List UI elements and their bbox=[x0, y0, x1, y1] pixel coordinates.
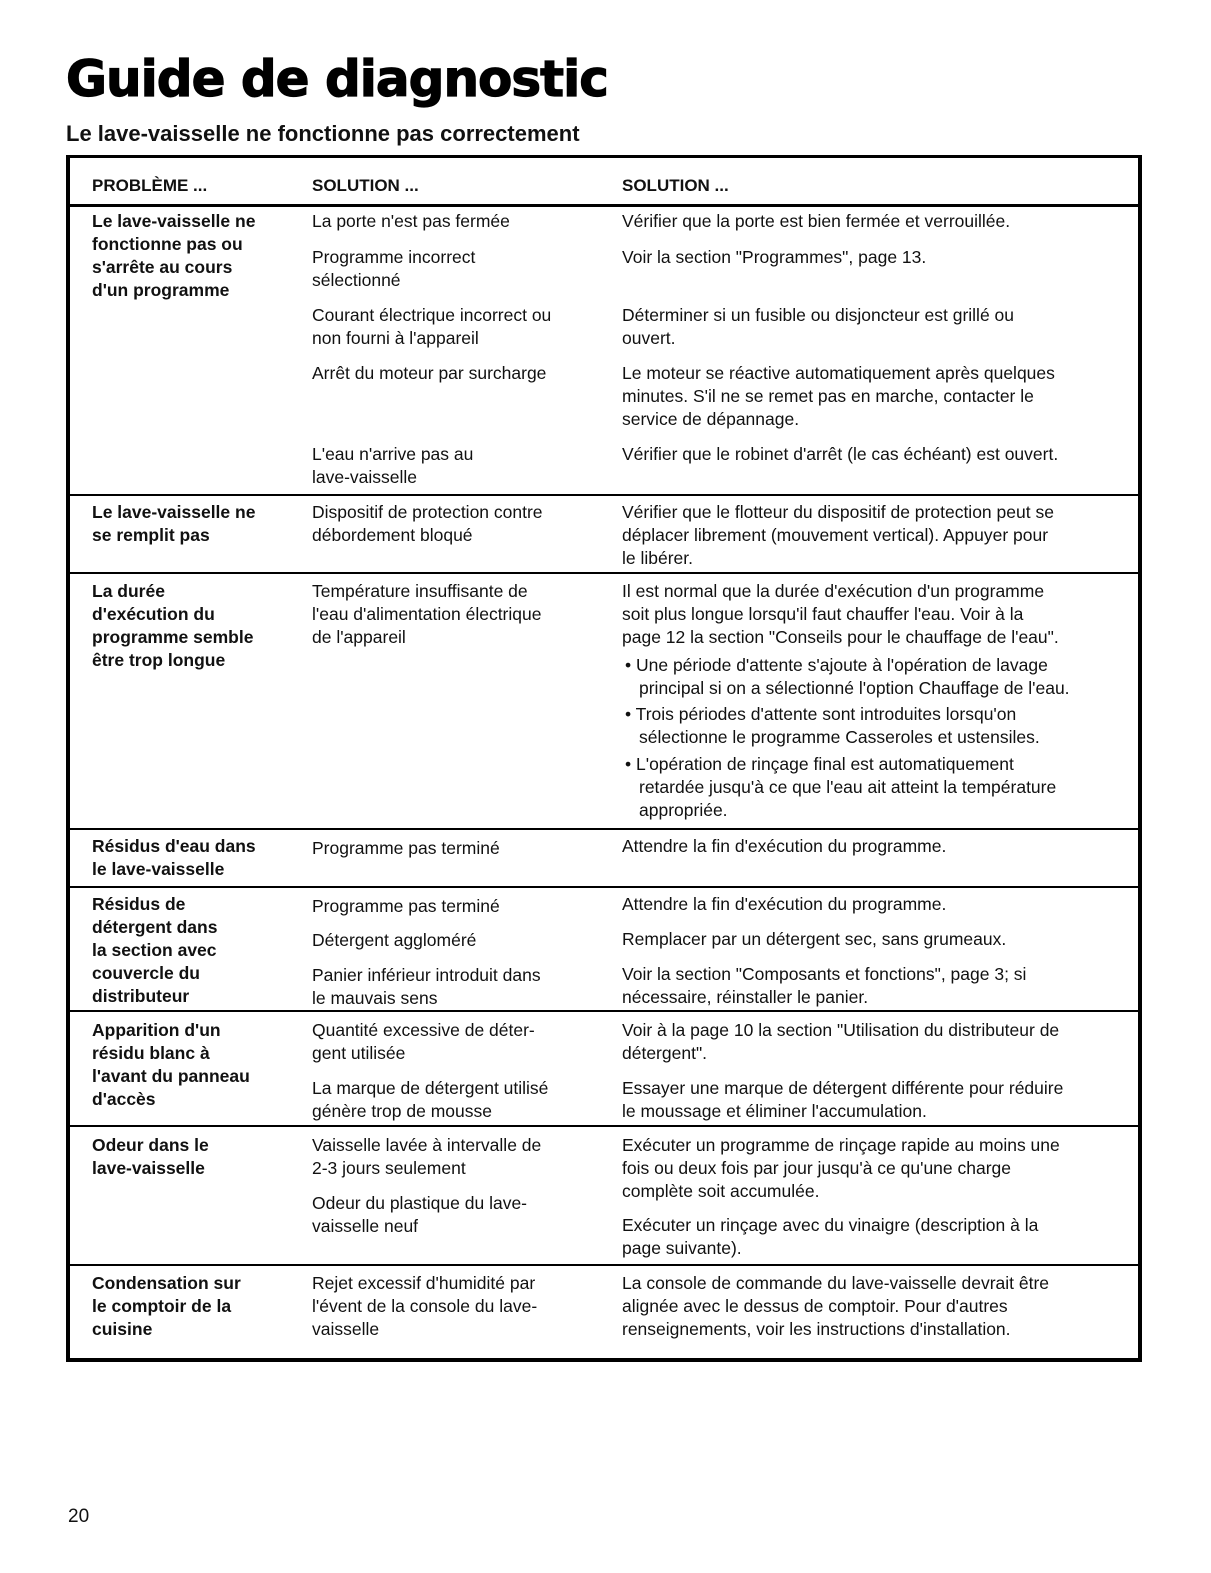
solution-text: Vérifier que le robinet d'arrêt (le cas échéant) est ouvert. bbox=[622, 444, 1059, 464]
page-number: 20 bbox=[68, 1506, 90, 1527]
problem-text: la section avec bbox=[92, 940, 217, 960]
problem-text: résidu blanc à bbox=[92, 1043, 210, 1063]
problem-text: lave-vaisselle bbox=[92, 1158, 205, 1178]
solution-text: Exécuter un programme de rinçage rapide au moins une bbox=[622, 1135, 1060, 1155]
bullet-text: principal si on a sélectionné l'option Chauffage de l'eau. bbox=[639, 678, 1070, 698]
header-solution: SOLUTION ... bbox=[622, 176, 729, 195]
cause-text: Programme pas terminé bbox=[312, 838, 500, 858]
cause-text: non fourni à l'appareil bbox=[312, 328, 479, 348]
header-divider bbox=[70, 204, 1138, 207]
cause-text: gent utilisée bbox=[312, 1043, 406, 1063]
cause-text: Vaisselle lavée à intervalle de bbox=[312, 1135, 542, 1155]
bullet-text: sélectionne le programme Casseroles et ustensiles. bbox=[639, 727, 1040, 747]
page-title: Guide de diagnostic bbox=[66, 50, 608, 108]
problem-text: Apparition d'un bbox=[92, 1020, 221, 1040]
cause-text: La marque de détergent utilisé bbox=[312, 1078, 549, 1098]
solution-text: fois ou deux fois par jour jusqu'à ce qu'une charge bbox=[622, 1158, 1012, 1178]
problem-text: Le lave-vaisselle ne bbox=[92, 211, 256, 231]
solution-text: La console de commande du lave-vaisselle devrait être bbox=[622, 1273, 1050, 1293]
row-divider bbox=[70, 886, 1138, 888]
cause-text: Odeur du plastique du lave- bbox=[312, 1193, 527, 1213]
cause-text: Quantité excessive de déter- bbox=[312, 1020, 535, 1040]
solution-text: Attendre la fin d'exécution du programme. bbox=[622, 836, 947, 856]
row-divider bbox=[70, 1010, 1138, 1012]
problem-text: Odeur dans le bbox=[92, 1135, 209, 1155]
solution-text: Déterminer si un fusible ou disjoncteur est grillé ou bbox=[622, 305, 1014, 325]
bullet-text: • Trois périodes d'attente sont introduites lorsqu'on bbox=[625, 704, 1017, 724]
problem-text: Condensation sur bbox=[92, 1273, 241, 1293]
problem-text: distributeur bbox=[92, 986, 190, 1006]
solution-text: le moussage et éliminer l'accumulation. bbox=[622, 1101, 927, 1121]
problem-text: d'un programme bbox=[92, 280, 230, 300]
header-cause: SOLUTION ... bbox=[312, 176, 419, 195]
solution-text: le libérer. bbox=[622, 548, 694, 568]
problem-text: Résidus de bbox=[92, 894, 186, 914]
solution-text: Attendre la fin d'exécution du programme. bbox=[622, 894, 947, 914]
problem-text: être trop longue bbox=[92, 650, 226, 670]
solution-text: Voir à la page 10 la section "Utilisation du distributeur de bbox=[622, 1020, 1060, 1040]
row-divider bbox=[70, 1125, 1138, 1127]
solution-text: service de dépannage. bbox=[622, 409, 800, 429]
cause-text: Programme pas terminé bbox=[312, 896, 500, 916]
solution-text: Exécuter un rinçage avec du vinaigre (description à la bbox=[622, 1215, 1039, 1235]
solution-text: Il est normal que la durée d'exécution d'un programme bbox=[622, 581, 1045, 601]
cause-text: le mauvais sens bbox=[312, 988, 438, 1008]
cause-text: L'eau n'arrive pas au bbox=[312, 444, 474, 464]
problem-text: Résidus d'eau dans bbox=[92, 836, 256, 856]
page-subtitle: Le lave-vaisselle ne fonctionne pas correctement bbox=[66, 121, 580, 146]
row-divider bbox=[70, 828, 1138, 830]
solution-text: Remplacer par un détergent sec, sans grumeaux. bbox=[622, 929, 1007, 949]
bullet-text: appropriée. bbox=[639, 800, 728, 820]
cause-text: 2-3 jours seulement bbox=[312, 1158, 466, 1178]
problem-text: d'exécution du bbox=[92, 604, 215, 624]
cause-text: lave-vaisselle bbox=[312, 467, 418, 487]
solution-text: Essayer une marque de détergent différente pour réduire bbox=[622, 1078, 1064, 1098]
cause-text: vaisselle bbox=[312, 1319, 380, 1339]
solution-text: Le moteur se réactive automatiquement après quelques bbox=[622, 363, 1055, 383]
problem-text: couvercle du bbox=[92, 963, 200, 983]
bullet-text: retardée jusqu'à ce que l'eau ait atteint la température bbox=[639, 777, 1057, 797]
cause-text: Rejet excessif d'humidité par bbox=[312, 1273, 536, 1293]
troubleshooting-table bbox=[66, 155, 1142, 1362]
cause-text: Panier inférieur introduit dans bbox=[312, 965, 541, 985]
cause-text: l'évent de la console du lave- bbox=[312, 1296, 538, 1316]
cause-text: débordement bloqué bbox=[312, 525, 473, 545]
solution-text: nécessaire, réinstaller le panier. bbox=[622, 987, 869, 1007]
cause-text: Arrêt du moteur par surcharge bbox=[312, 363, 547, 383]
cause-text: sélectionné bbox=[312, 270, 401, 290]
problem-text: d'accès bbox=[92, 1089, 156, 1109]
solution-text: déplacer librement (mouvement vertical). Appuyer pour bbox=[622, 525, 1049, 545]
cause-text: Programme incorrect bbox=[312, 247, 476, 267]
row-divider bbox=[70, 572, 1138, 574]
problem-text: Le lave-vaisselle ne bbox=[92, 502, 256, 522]
solution-text: page suivante). bbox=[622, 1238, 742, 1258]
row-divider bbox=[70, 1264, 1138, 1266]
cause-text: vaisselle neuf bbox=[312, 1216, 419, 1236]
header-probleme: PROBLÈME ... bbox=[92, 176, 208, 195]
row-divider bbox=[70, 494, 1138, 496]
solution-text: page 12 la section "Conseils pour le chauffage de l'eau". bbox=[622, 627, 1059, 647]
solution-text: Voir la section "Composants et fonctions", page 3; si bbox=[622, 964, 1027, 984]
problem-text: s'arrête au cours bbox=[92, 257, 233, 277]
cause-text: Détergent aggloméré bbox=[312, 930, 477, 950]
solution-text: détergent". bbox=[622, 1043, 708, 1063]
problem-text: le lave-vaisselle bbox=[92, 859, 225, 879]
solution-text: Vérifier que la porte est bien fermée et verrouillée. bbox=[622, 211, 1011, 231]
cause-text: Courant électrique incorrect ou bbox=[312, 305, 552, 325]
problem-text: l'avant du panneau bbox=[92, 1066, 250, 1086]
problem-text: cuisine bbox=[92, 1319, 153, 1339]
problem-text: La durée bbox=[92, 581, 165, 601]
solution-text: soit plus longue lorsqu'il faut chauffer l'eau. Voir à la bbox=[622, 604, 1024, 624]
cause-text: Dispositif de protection contre bbox=[312, 502, 543, 522]
solution-text: ouvert. bbox=[622, 328, 676, 348]
bullet-text: • L'opération de rinçage final est automatiquement bbox=[625, 754, 1014, 774]
problem-text: le comptoir de la bbox=[92, 1296, 232, 1316]
cause-text: l'eau d'alimentation électrique bbox=[312, 604, 542, 624]
cause-text: La porte n'est pas fermée bbox=[312, 211, 510, 231]
solution-text: Vérifier que le flotteur du dispositif de protection peut se bbox=[622, 502, 1054, 522]
solution-text: minutes. S'il ne se remet pas en marche, contacter le bbox=[622, 386, 1034, 406]
cause-text: de l'appareil bbox=[312, 627, 406, 647]
solution-text: alignée avec le dessus de comptoir. Pour d'autres bbox=[622, 1296, 1008, 1316]
cause-text: génère trop de mousse bbox=[312, 1101, 492, 1121]
bullet-text: • Une période d'attente s'ajoute à l'opération de lavage bbox=[625, 655, 1048, 675]
problem-text: se remplit pas bbox=[92, 525, 210, 545]
problem-text: fonctionne pas ou bbox=[92, 234, 243, 254]
problem-text: détergent dans bbox=[92, 917, 218, 937]
cause-text: Température insuffisante de bbox=[312, 581, 528, 601]
problem-text: programme semble bbox=[92, 627, 254, 647]
solution-text: renseignements, voir les instructions d'installation. bbox=[622, 1319, 1011, 1339]
solution-text: complète soit accumulée. bbox=[622, 1181, 820, 1201]
solution-text: Voir la section "Programmes", page 13. bbox=[622, 247, 927, 267]
